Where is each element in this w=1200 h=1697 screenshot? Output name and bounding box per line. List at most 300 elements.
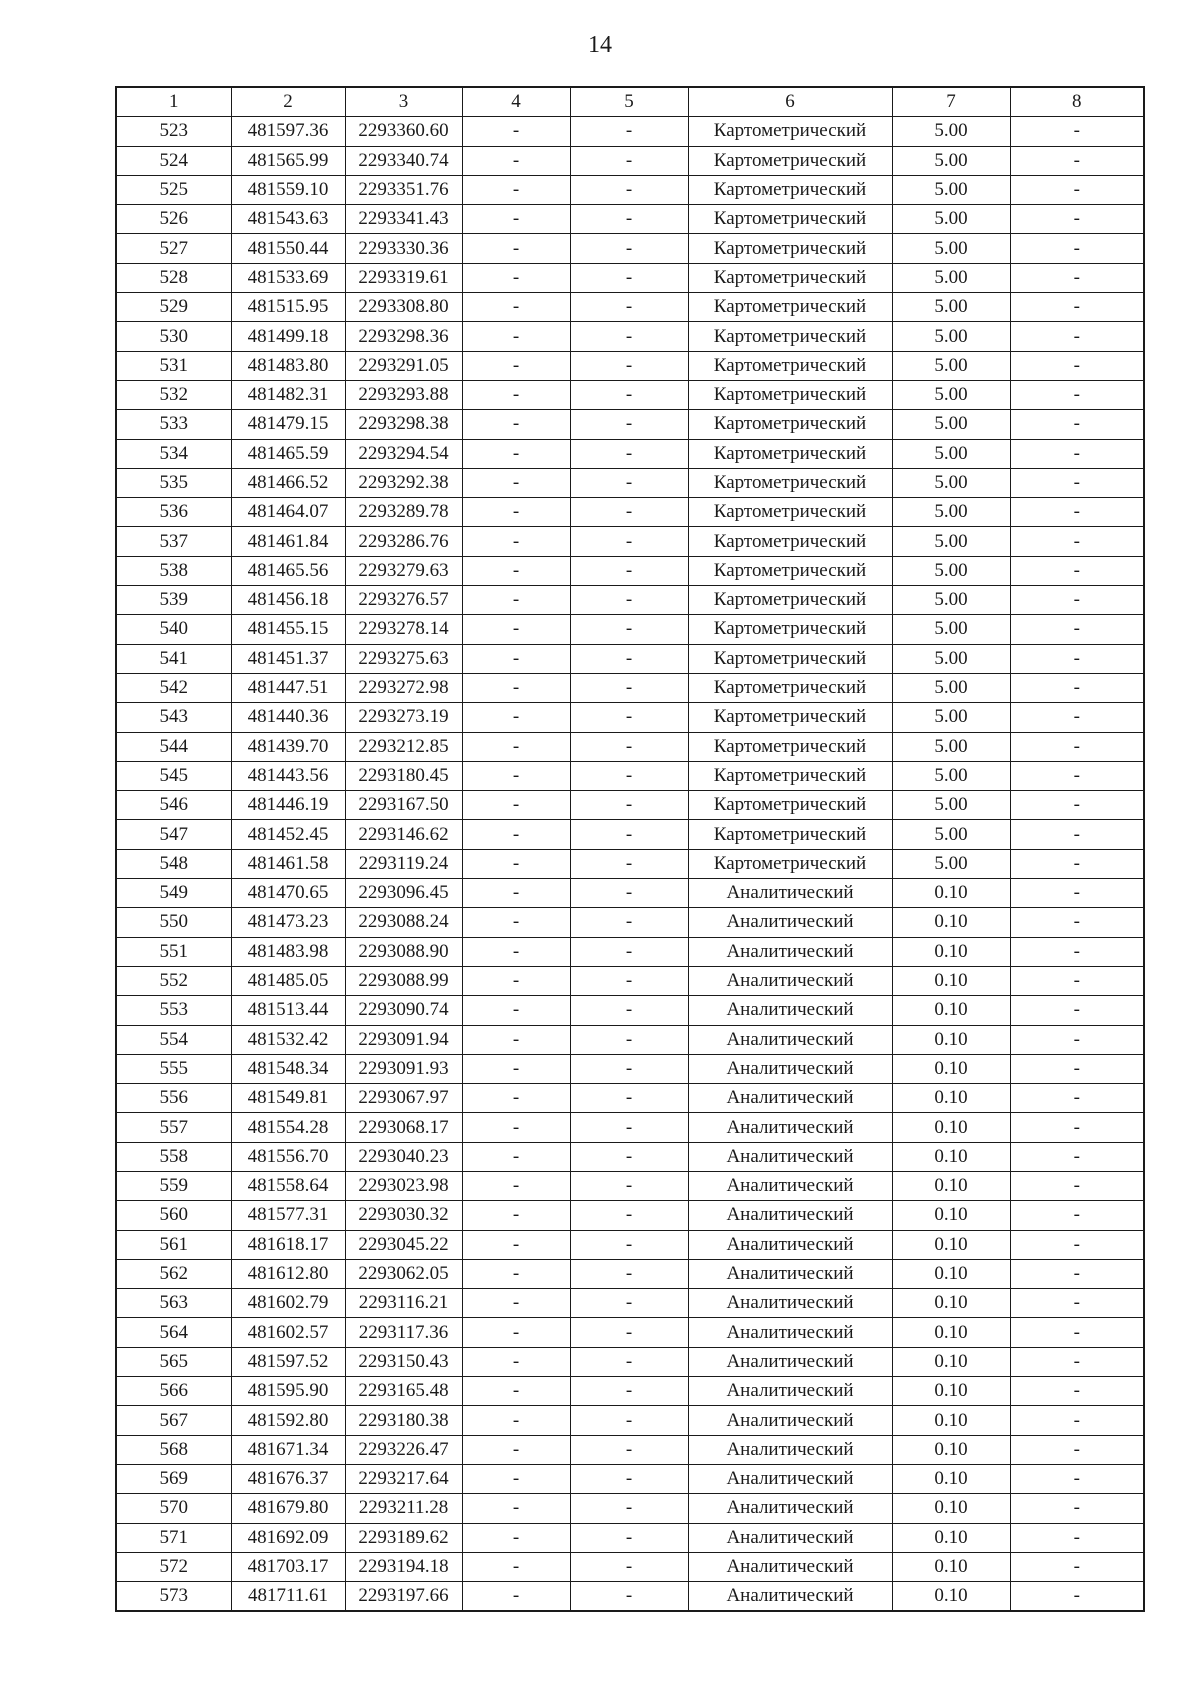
column-5-cell: - (570, 556, 688, 585)
accuracy-cell: 5.00 (892, 556, 1010, 585)
column-8-cell: - (1010, 117, 1144, 146)
table-row (116, 1494, 1144, 1523)
accuracy-cell: 0.10 (892, 1494, 1010, 1523)
point-number-cell: 552 (116, 966, 231, 995)
method-cell: Аналитический (688, 908, 892, 937)
table-row (116, 1347, 1144, 1376)
method-cell: Аналитический (688, 1201, 892, 1230)
x-coordinate-cell: 481565.99 (231, 146, 345, 175)
x-coordinate-cell: 481692.09 (231, 1523, 345, 1552)
column-4-cell: - (462, 937, 570, 966)
column-5-cell: - (570, 820, 688, 849)
column-4-cell: - (462, 644, 570, 673)
method-cell: Картометрический (688, 205, 892, 234)
method-cell: Картометрический (688, 527, 892, 556)
x-coordinate-cell: 481558.64 (231, 1171, 345, 1200)
point-number-cell: 539 (116, 586, 231, 615)
point-number-cell: 526 (116, 205, 231, 234)
column-8-cell: - (1010, 1054, 1144, 1083)
table-row (116, 615, 1144, 644)
column-8-cell: - (1010, 175, 1144, 204)
point-number-cell: 550 (116, 908, 231, 937)
column-5-cell: - (570, 1054, 688, 1083)
point-number-cell: 534 (116, 439, 231, 468)
column-8-cell: - (1010, 351, 1144, 380)
column-5-cell: - (570, 498, 688, 527)
column-4-cell: - (462, 703, 570, 732)
column-4-cell: - (462, 1142, 570, 1171)
point-number-cell: 533 (116, 410, 231, 439)
column-8-cell: - (1010, 1289, 1144, 1318)
page-number: 14 (588, 32, 612, 58)
x-coordinate-cell: 481602.57 (231, 1318, 345, 1347)
table-row (116, 1084, 1144, 1113)
table-row (116, 1025, 1144, 1054)
column-4-cell: - (462, 791, 570, 820)
y-coordinate-cell: 2293279.63 (345, 556, 462, 585)
y-coordinate-cell: 2293330.36 (345, 234, 462, 263)
column-5-cell: - (570, 1289, 688, 1318)
column-4-cell: - (462, 293, 570, 322)
accuracy-cell: 0.10 (892, 1259, 1010, 1288)
column-4-cell: - (462, 1113, 570, 1142)
x-coordinate-cell: 481439.70 (231, 732, 345, 761)
method-cell: Аналитический (688, 1494, 892, 1523)
accuracy-cell: 0.10 (892, 1552, 1010, 1581)
column-5-cell: - (570, 849, 688, 878)
y-coordinate-cell: 2293212.85 (345, 732, 462, 761)
column-8-cell: - (1010, 1259, 1144, 1288)
accuracy-cell: 5.00 (892, 644, 1010, 673)
column-4-cell: - (462, 761, 570, 790)
table-row (116, 293, 1144, 322)
table-row (116, 586, 1144, 615)
accuracy-cell: 5.00 (892, 761, 1010, 790)
accuracy-cell: 0.10 (892, 1347, 1010, 1376)
column-5-cell: - (570, 1552, 688, 1581)
method-cell: Аналитический (688, 966, 892, 995)
table-row (116, 1054, 1144, 1083)
x-coordinate-cell: 481464.07 (231, 498, 345, 527)
table-row (116, 205, 1144, 234)
method-cell: Аналитический (688, 1289, 892, 1318)
column-8-cell: - (1010, 673, 1144, 702)
accuracy-cell: 0.10 (892, 1318, 1010, 1347)
column-5-cell: - (570, 1406, 688, 1435)
x-coordinate-cell: 481499.18 (231, 322, 345, 351)
point-number-cell: 540 (116, 615, 231, 644)
column-header-5: 5 (570, 87, 688, 117)
point-number-cell: 555 (116, 1054, 231, 1083)
y-coordinate-cell: 2293211.28 (345, 1494, 462, 1523)
y-coordinate-cell: 2293180.45 (345, 761, 462, 790)
column-4-cell: - (462, 1494, 570, 1523)
column-5-cell: - (570, 586, 688, 615)
column-4-cell: - (462, 849, 570, 878)
accuracy-cell: 5.00 (892, 615, 1010, 644)
accuracy-cell: 0.10 (892, 1435, 1010, 1464)
method-cell: Аналитический (688, 1552, 892, 1581)
x-coordinate-cell: 481595.90 (231, 1377, 345, 1406)
accuracy-cell: 0.10 (892, 1171, 1010, 1200)
accuracy-cell: 0.10 (892, 879, 1010, 908)
x-coordinate-cell: 481465.56 (231, 556, 345, 585)
column-8-cell: - (1010, 1171, 1144, 1200)
accuracy-cell: 5.00 (892, 820, 1010, 849)
accuracy-cell: 5.00 (892, 175, 1010, 204)
method-cell: Картометрический (688, 234, 892, 263)
column-4-cell: - (462, 615, 570, 644)
accuracy-cell: 5.00 (892, 849, 1010, 878)
column-8-cell: - (1010, 1464, 1144, 1493)
column-5-cell: - (570, 1171, 688, 1200)
method-cell: Аналитический (688, 1406, 892, 1435)
method-cell: Картометрический (688, 468, 892, 497)
table-row (116, 908, 1144, 937)
x-coordinate-cell: 481703.17 (231, 1552, 345, 1581)
x-coordinate-cell: 481592.80 (231, 1406, 345, 1435)
table-row (116, 1171, 1144, 1200)
table-row (116, 1113, 1144, 1142)
column-5-cell: - (570, 761, 688, 790)
y-coordinate-cell: 2293293.88 (345, 380, 462, 409)
column-8-cell: - (1010, 439, 1144, 468)
table-row (116, 1435, 1144, 1464)
method-cell: Аналитический (688, 879, 892, 908)
method-cell: Аналитический (688, 1025, 892, 1054)
x-coordinate-cell: 481446.19 (231, 791, 345, 820)
x-coordinate-cell: 481532.42 (231, 1025, 345, 1054)
y-coordinate-cell: 2293067.97 (345, 1084, 462, 1113)
x-coordinate-cell: 481443.56 (231, 761, 345, 790)
table-row (116, 1142, 1144, 1171)
column-5-cell: - (570, 263, 688, 292)
column-8-cell: - (1010, 1318, 1144, 1347)
point-number-cell: 571 (116, 1523, 231, 1552)
y-coordinate-cell: 2293091.94 (345, 1025, 462, 1054)
column-8-cell: - (1010, 1230, 1144, 1259)
column-header-7: 7 (892, 87, 1010, 117)
column-5-cell: - (570, 1435, 688, 1464)
method-cell: Картометрический (688, 410, 892, 439)
column-8-cell: - (1010, 908, 1144, 937)
y-coordinate-cell: 2293340.74 (345, 146, 462, 175)
point-number-cell: 535 (116, 468, 231, 497)
column-4-cell: - (462, 1347, 570, 1376)
column-4-cell: - (462, 527, 570, 556)
table-row (116, 1582, 1144, 1612)
column-4-cell: - (462, 1025, 570, 1054)
point-number-cell: 544 (116, 732, 231, 761)
column-5-cell: - (570, 1494, 688, 1523)
method-cell: Картометрический (688, 175, 892, 204)
column-5-cell: - (570, 1523, 688, 1552)
y-coordinate-cell: 2293167.50 (345, 791, 462, 820)
table-row (116, 761, 1144, 790)
table-row (116, 263, 1144, 292)
column-5-cell: - (570, 644, 688, 673)
column-8-cell: - (1010, 556, 1144, 585)
method-cell: Картометрический (688, 380, 892, 409)
y-coordinate-cell: 2293088.99 (345, 966, 462, 995)
accuracy-cell: 0.10 (892, 1142, 1010, 1171)
accuracy-cell: 5.00 (892, 263, 1010, 292)
x-coordinate-cell: 481711.61 (231, 1582, 345, 1612)
x-coordinate-cell: 481612.80 (231, 1259, 345, 1288)
x-coordinate-cell: 481483.98 (231, 937, 345, 966)
column-8-cell: - (1010, 761, 1144, 790)
table-row (116, 644, 1144, 673)
column-4-cell: - (462, 1054, 570, 1083)
method-cell: Картометрический (688, 732, 892, 761)
point-number-cell: 562 (116, 1259, 231, 1288)
accuracy-cell: 5.00 (892, 410, 1010, 439)
x-coordinate-cell: 481482.31 (231, 380, 345, 409)
table-row (116, 1406, 1144, 1435)
accuracy-cell: 5.00 (892, 732, 1010, 761)
column-5-cell: - (570, 322, 688, 351)
y-coordinate-cell: 2293117.36 (345, 1318, 462, 1347)
column-4-cell: - (462, 820, 570, 849)
x-coordinate-cell: 481456.18 (231, 586, 345, 615)
column-header-3: 3 (345, 87, 462, 117)
column-4-cell: - (462, 673, 570, 702)
column-5-cell: - (570, 1084, 688, 1113)
x-coordinate-cell: 481440.36 (231, 703, 345, 732)
table-row (116, 732, 1144, 761)
point-number-cell: 523 (116, 117, 231, 146)
column-5-cell: - (570, 879, 688, 908)
method-cell: Картометрический (688, 820, 892, 849)
column-5-cell: - (570, 996, 688, 1025)
column-4-cell: - (462, 1523, 570, 1552)
column-5-cell: - (570, 175, 688, 204)
x-coordinate-cell: 481543.63 (231, 205, 345, 234)
y-coordinate-cell: 2293189.62 (345, 1523, 462, 1552)
x-coordinate-cell: 481461.84 (231, 527, 345, 556)
column-5-cell: - (570, 380, 688, 409)
table-row (116, 468, 1144, 497)
point-number-cell: 561 (116, 1230, 231, 1259)
method-cell: Аналитический (688, 1435, 892, 1464)
method-cell: Картометрический (688, 673, 892, 702)
x-coordinate-cell: 481461.58 (231, 849, 345, 878)
accuracy-cell: 0.10 (892, 1523, 1010, 1552)
table-row (116, 703, 1144, 732)
point-number-cell: 573 (116, 1582, 231, 1612)
column-header-8: 8 (1010, 87, 1144, 117)
column-5-cell: - (570, 937, 688, 966)
method-cell: Аналитический (688, 1142, 892, 1171)
y-coordinate-cell: 2293088.24 (345, 908, 462, 937)
method-cell: Картометрический (688, 322, 892, 351)
y-coordinate-cell: 2293286.76 (345, 527, 462, 556)
y-coordinate-cell: 2293272.98 (345, 673, 462, 702)
table-row (116, 380, 1144, 409)
table-row (116, 410, 1144, 439)
y-coordinate-cell: 2293278.14 (345, 615, 462, 644)
point-number-cell: 554 (116, 1025, 231, 1054)
y-coordinate-cell: 2293068.17 (345, 1113, 462, 1142)
point-number-cell: 525 (116, 175, 231, 204)
point-number-cell: 531 (116, 351, 231, 380)
accuracy-cell: 5.00 (892, 468, 1010, 497)
column-4-cell: - (462, 1289, 570, 1318)
x-coordinate-cell: 481513.44 (231, 996, 345, 1025)
table-row (116, 791, 1144, 820)
x-coordinate-cell: 481602.79 (231, 1289, 345, 1318)
method-cell: Аналитический (688, 1464, 892, 1493)
point-number-cell: 569 (116, 1464, 231, 1493)
table-row (116, 175, 1144, 204)
column-4-cell: - (462, 380, 570, 409)
column-4-cell: - (462, 966, 570, 995)
x-coordinate-cell: 481473.23 (231, 908, 345, 937)
method-cell: Аналитический (688, 1259, 892, 1288)
y-coordinate-cell: 2293217.64 (345, 1464, 462, 1493)
x-coordinate-cell: 481515.95 (231, 293, 345, 322)
y-coordinate-cell: 2293298.36 (345, 322, 462, 351)
accuracy-cell: 5.00 (892, 586, 1010, 615)
table-row (116, 1318, 1144, 1347)
column-5-cell: - (570, 527, 688, 556)
y-coordinate-cell: 2293180.38 (345, 1406, 462, 1435)
column-5-cell: - (570, 791, 688, 820)
x-coordinate-cell: 481470.65 (231, 879, 345, 908)
column-4-cell: - (462, 146, 570, 175)
point-number-cell: 568 (116, 1435, 231, 1464)
method-cell: Аналитический (688, 1523, 892, 1552)
method-cell: Картометрический (688, 556, 892, 585)
y-coordinate-cell: 2293298.38 (345, 410, 462, 439)
method-cell: Аналитический (688, 1318, 892, 1347)
accuracy-cell: 0.10 (892, 1025, 1010, 1054)
accuracy-cell: 0.10 (892, 1464, 1010, 1493)
point-number-cell: 560 (116, 1201, 231, 1230)
column-5-cell: - (570, 1201, 688, 1230)
column-4-cell: - (462, 468, 570, 497)
column-5-cell: - (570, 1025, 688, 1054)
column-8-cell: - (1010, 380, 1144, 409)
method-cell: Картометрический (688, 791, 892, 820)
accuracy-cell: 0.10 (892, 1113, 1010, 1142)
method-cell: Картометрический (688, 146, 892, 175)
point-number-cell: 536 (116, 498, 231, 527)
y-coordinate-cell: 2293096.45 (345, 879, 462, 908)
accuracy-cell: 0.10 (892, 1582, 1010, 1612)
point-number-cell: 545 (116, 761, 231, 790)
column-5-cell: - (570, 234, 688, 263)
point-number-cell: 524 (116, 146, 231, 175)
point-number-cell: 549 (116, 879, 231, 908)
y-coordinate-cell: 2293045.22 (345, 1230, 462, 1259)
column-8-cell: - (1010, 1113, 1144, 1142)
table-row (116, 879, 1144, 908)
x-coordinate-cell: 481485.05 (231, 966, 345, 995)
point-number-cell: 543 (116, 703, 231, 732)
table-row (116, 966, 1144, 995)
y-coordinate-cell: 2293292.38 (345, 468, 462, 497)
column-4-cell: - (462, 1435, 570, 1464)
column-8-cell: - (1010, 1377, 1144, 1406)
column-header-6: 6 (688, 87, 892, 117)
y-coordinate-cell: 2293341.43 (345, 205, 462, 234)
y-coordinate-cell: 2293091.93 (345, 1054, 462, 1083)
accuracy-cell: 0.10 (892, 1289, 1010, 1318)
column-8-cell: - (1010, 410, 1144, 439)
table-row (116, 1377, 1144, 1406)
column-5-cell: - (570, 351, 688, 380)
y-coordinate-cell: 2293165.48 (345, 1377, 462, 1406)
table-row (116, 1289, 1144, 1318)
column-5-cell: - (570, 1377, 688, 1406)
column-5-cell: - (570, 1347, 688, 1376)
table-row (116, 996, 1144, 1025)
column-4-cell: - (462, 586, 570, 615)
y-coordinate-cell: 2293275.63 (345, 644, 462, 673)
x-coordinate-cell: 481455.15 (231, 615, 345, 644)
table-row (116, 322, 1144, 351)
y-coordinate-cell: 2293062.05 (345, 1259, 462, 1288)
x-coordinate-cell: 481556.70 (231, 1142, 345, 1171)
method-cell: Картометрический (688, 439, 892, 468)
x-coordinate-cell: 481465.59 (231, 439, 345, 468)
method-cell: Картометрический (688, 117, 892, 146)
accuracy-cell: 5.00 (892, 791, 1010, 820)
column-8-cell: - (1010, 468, 1144, 497)
table-row (116, 1552, 1144, 1581)
table-row (116, 1201, 1144, 1230)
point-number-cell: 565 (116, 1347, 231, 1376)
method-cell: Аналитический (688, 1347, 892, 1376)
column-8-cell: - (1010, 205, 1144, 234)
column-8-cell: - (1010, 234, 1144, 263)
column-5-cell: - (570, 439, 688, 468)
column-5-cell: - (570, 703, 688, 732)
column-8-cell: - (1010, 879, 1144, 908)
column-5-cell: - (570, 1318, 688, 1347)
y-coordinate-cell: 2293088.90 (345, 937, 462, 966)
table-row (116, 937, 1144, 966)
table-header (116, 87, 1144, 117)
point-number-cell: 529 (116, 293, 231, 322)
column-4-cell: - (462, 1230, 570, 1259)
accuracy-cell: 0.10 (892, 966, 1010, 995)
table-row (116, 849, 1144, 878)
column-5-cell: - (570, 468, 688, 497)
point-number-cell: 553 (116, 996, 231, 1025)
y-coordinate-cell: 2293030.32 (345, 1201, 462, 1230)
table-row (116, 1259, 1144, 1288)
x-coordinate-cell: 481548.34 (231, 1054, 345, 1083)
column-8-cell: - (1010, 1201, 1144, 1230)
column-5-cell: - (570, 1582, 688, 1612)
y-coordinate-cell: 2293116.21 (345, 1289, 462, 1318)
column-8-cell: - (1010, 937, 1144, 966)
column-4-cell: - (462, 1582, 570, 1612)
column-8-cell: - (1010, 1552, 1144, 1581)
x-coordinate-cell: 481479.15 (231, 410, 345, 439)
y-coordinate-cell: 2293119.24 (345, 849, 462, 878)
accuracy-cell: 0.10 (892, 1201, 1010, 1230)
column-4-cell: - (462, 117, 570, 146)
column-4-cell: - (462, 732, 570, 761)
table-row (116, 673, 1144, 702)
column-8-cell: - (1010, 1582, 1144, 1612)
x-coordinate-cell: 481597.36 (231, 117, 345, 146)
y-coordinate-cell: 2293197.66 (345, 1582, 462, 1612)
header-row (116, 87, 1144, 117)
